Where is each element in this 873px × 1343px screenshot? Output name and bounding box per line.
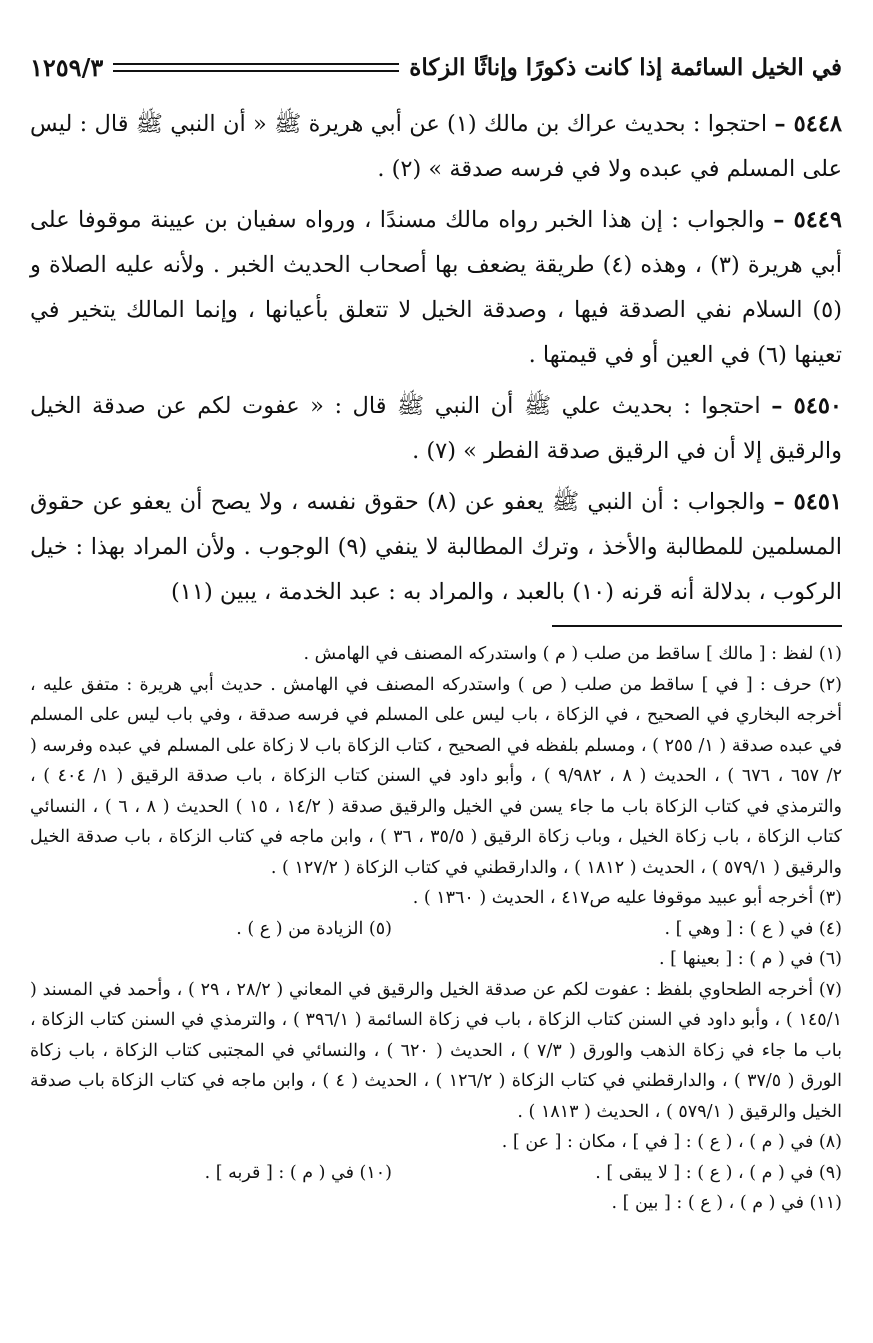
footnotes: [30, 639, 842, 1219]
book-page: [30, 42, 842, 1219]
footnote-10: (١٠) في ( م ) : [ قربه ] .: [204, 1162, 392, 1183]
footnote-row-4-5: [30, 914, 842, 945]
footnote-7: (٧) أخرجه الطحاوي بلفظ : عفوت لكم عن صدقة الخيل والرقيق في المعاني ( ٢٨/٢ ، ٢٩ ) ، وأحمد في المسند ( ١٤٥/١ ) ، وأبو داود في السنن كتاب الزكاة ، باب في زكاة السائمة ( ٣٩٦/١ ) ، والترمذي في السنن كتاب الزكاة ، باب ما جاء في زكاة الذهب والورق ( ٧/٣ ) ، الحديث ( ٦٢٠ ) ، والنسائي في المجتبى كتاب الزكاة ، باب زكاة الورق ( ٣٧/٥ ) ، والدارقطني في كتاب الزكاة ( ١٢٦/٢ ) ، الحديث ( ٤ ) ، وابن ماجه في كتاب الزكاة باب صدقة الخيل والرقيق ( ٥٧٩/١ ) ، الحديث ( ١٨١٣ ) .: [30, 979, 843, 1122]
paragraph-text: احتجوا : بحديث عراك بن مالك (١) عن أبي هريرة ﷺ « أن النبي ﷺ قال : ليس على المسلم في عبده ولا في فرسه صدقة » (٢) .: [30, 111, 842, 182]
paragraph-5448: [30, 102, 842, 192]
footnote-row-9-10: [30, 1158, 842, 1189]
paragraph-number: ٥٤٥١ –: [773, 489, 842, 515]
paragraph-5450: [30, 384, 842, 474]
page-number: ١٢٥٩/٣: [30, 52, 104, 82]
footnote-2: (٢) حرف : [ في ] ساقط من صلب ( ص ) واستدركه المصنف في الهامش . حديث أبي هريرة : متفق عليه ، أخرجه البخاري في الصحيح ، في الزكاة ، باب ليس على المسلم في فرسه صدقة ، وفي باب ليس على المسلم في عبده صدقة ( ١/ ٢٥٥ ) ، ومسلم بلفظه في الصحيح ، كتاب الزكاة باب لا زكاة على المسلم في عبده وفرسه ( ٢/ ٦٥٧ ، ٦٧٦ ) ، الحديث ( ٨ ، ٩/٩٨٢ ) ، وأبو داود في السنن كتاب الزكاة ، باب صدقة الرقيق ( ١/ ٤٠٤ ) ، والترمذي في كتاب الزكاة باب ما جاء يسن في الخيل والرقيق صدقة ( ١٤/٢ ، ١٥ ) الحديث ( ٨ ، ٦ ) ، النسائي كتاب الزكاة ، باب زكاة الخيل ، وباب زكاة الرقيق ( ٣٥/٥ ، ٣٦ ) ، وابن ماجه في كتاب الزكاة ، باب صدقة الخيل والرقيق ( ٥٧٩/١ ) ، الحديث ( ١٨١٢ ) ، والدارقطني في كتاب الزكاة ( ١٢٧/٢ ) .: [30, 674, 842, 878]
footnote-1: (١) لفظ : [ مالك ] ساقط من صلب ( م ) واستدركه المصنف في الهامش .: [303, 644, 842, 664]
chapter-title: في الخيل السائمة إذا كانت ذكورًا وإناثًا الزكاة: [409, 53, 842, 81]
footnote-3: (٣) أخرجه أبو عبيد موقوفا عليه ص٤١٧ ، الحديث ( ١٣٦٠ ) .: [412, 888, 842, 908]
paragraph-text: احتجوا : بحديث علي ﷺ أن النبي ﷺ قال : « عفوت لكم عن صدقة الخيل والرقيق إلا أن في الرقيق صدقة الفطر » (٧) .: [30, 393, 842, 464]
paragraph-5451: [30, 480, 842, 615]
footnote-9: (٩) في ( م ) ، ( ع ) : [ لا يبقى ] .: [595, 1162, 842, 1183]
footnote-6: (٦) في ( م ) : [ بعينها ] .: [659, 949, 842, 969]
main-text: [30, 102, 842, 615]
paragraph-text: والجواب : إن هذا الخبر رواه مالك مسندًا ، ورواه سفيان بن عيينة موقوفا على أبي هريرة (٣) ، وهذه (٤) طريقة يضعف بها أصحاب الحديث الخبر . ولأنه عليه الصلاة و (٥) السلام نفي الصدقة فيها ، وصدقة الخيل لا تتعلق بأعيانها ، وإنما المالك يتخير في تعينها (٦) في العين أو في قيمتها .: [30, 207, 842, 368]
header-rule: [113, 63, 399, 72]
paragraph-number: ٥٤٤٩ –: [773, 207, 842, 233]
paragraph-number: ٥٤٥٠ –: [771, 393, 842, 419]
paragraph-5449: [30, 198, 842, 378]
footnote-11: (١١) في ( م ) ، ( ع ) : [ بين ] .: [611, 1193, 842, 1213]
footnote-5: (٥) الزيادة من ( ع ) .: [236, 918, 392, 939]
footnote-separator: [552, 625, 842, 627]
paragraph-number: ٥٤٤٨ –: [774, 111, 842, 137]
running-header: [30, 42, 842, 92]
footnote-8: (٨) في ( م ) ، ( ع ) : [ في ] ، مكان : [ عن ] .: [501, 1132, 842, 1152]
footnote-4: (٤) في ( ع ) : [ وهي ] .: [664, 918, 842, 939]
paragraph-text: والجواب : أن النبي ﷺ يعفو عن (٨) حقوق نفسه ، ولا يصح أن يعفو عن حقوق المسلمين للمطالبة والأخذ ، وترك المطالبة لا ينفي (٩) الوجوب . ولأن المراد بهذا : خيل الركوب ، بدلالة أنه قرنه (١٠) بالعبد ، والمراد به : عبد الخدمة ، يبين (١١): [30, 489, 842, 605]
